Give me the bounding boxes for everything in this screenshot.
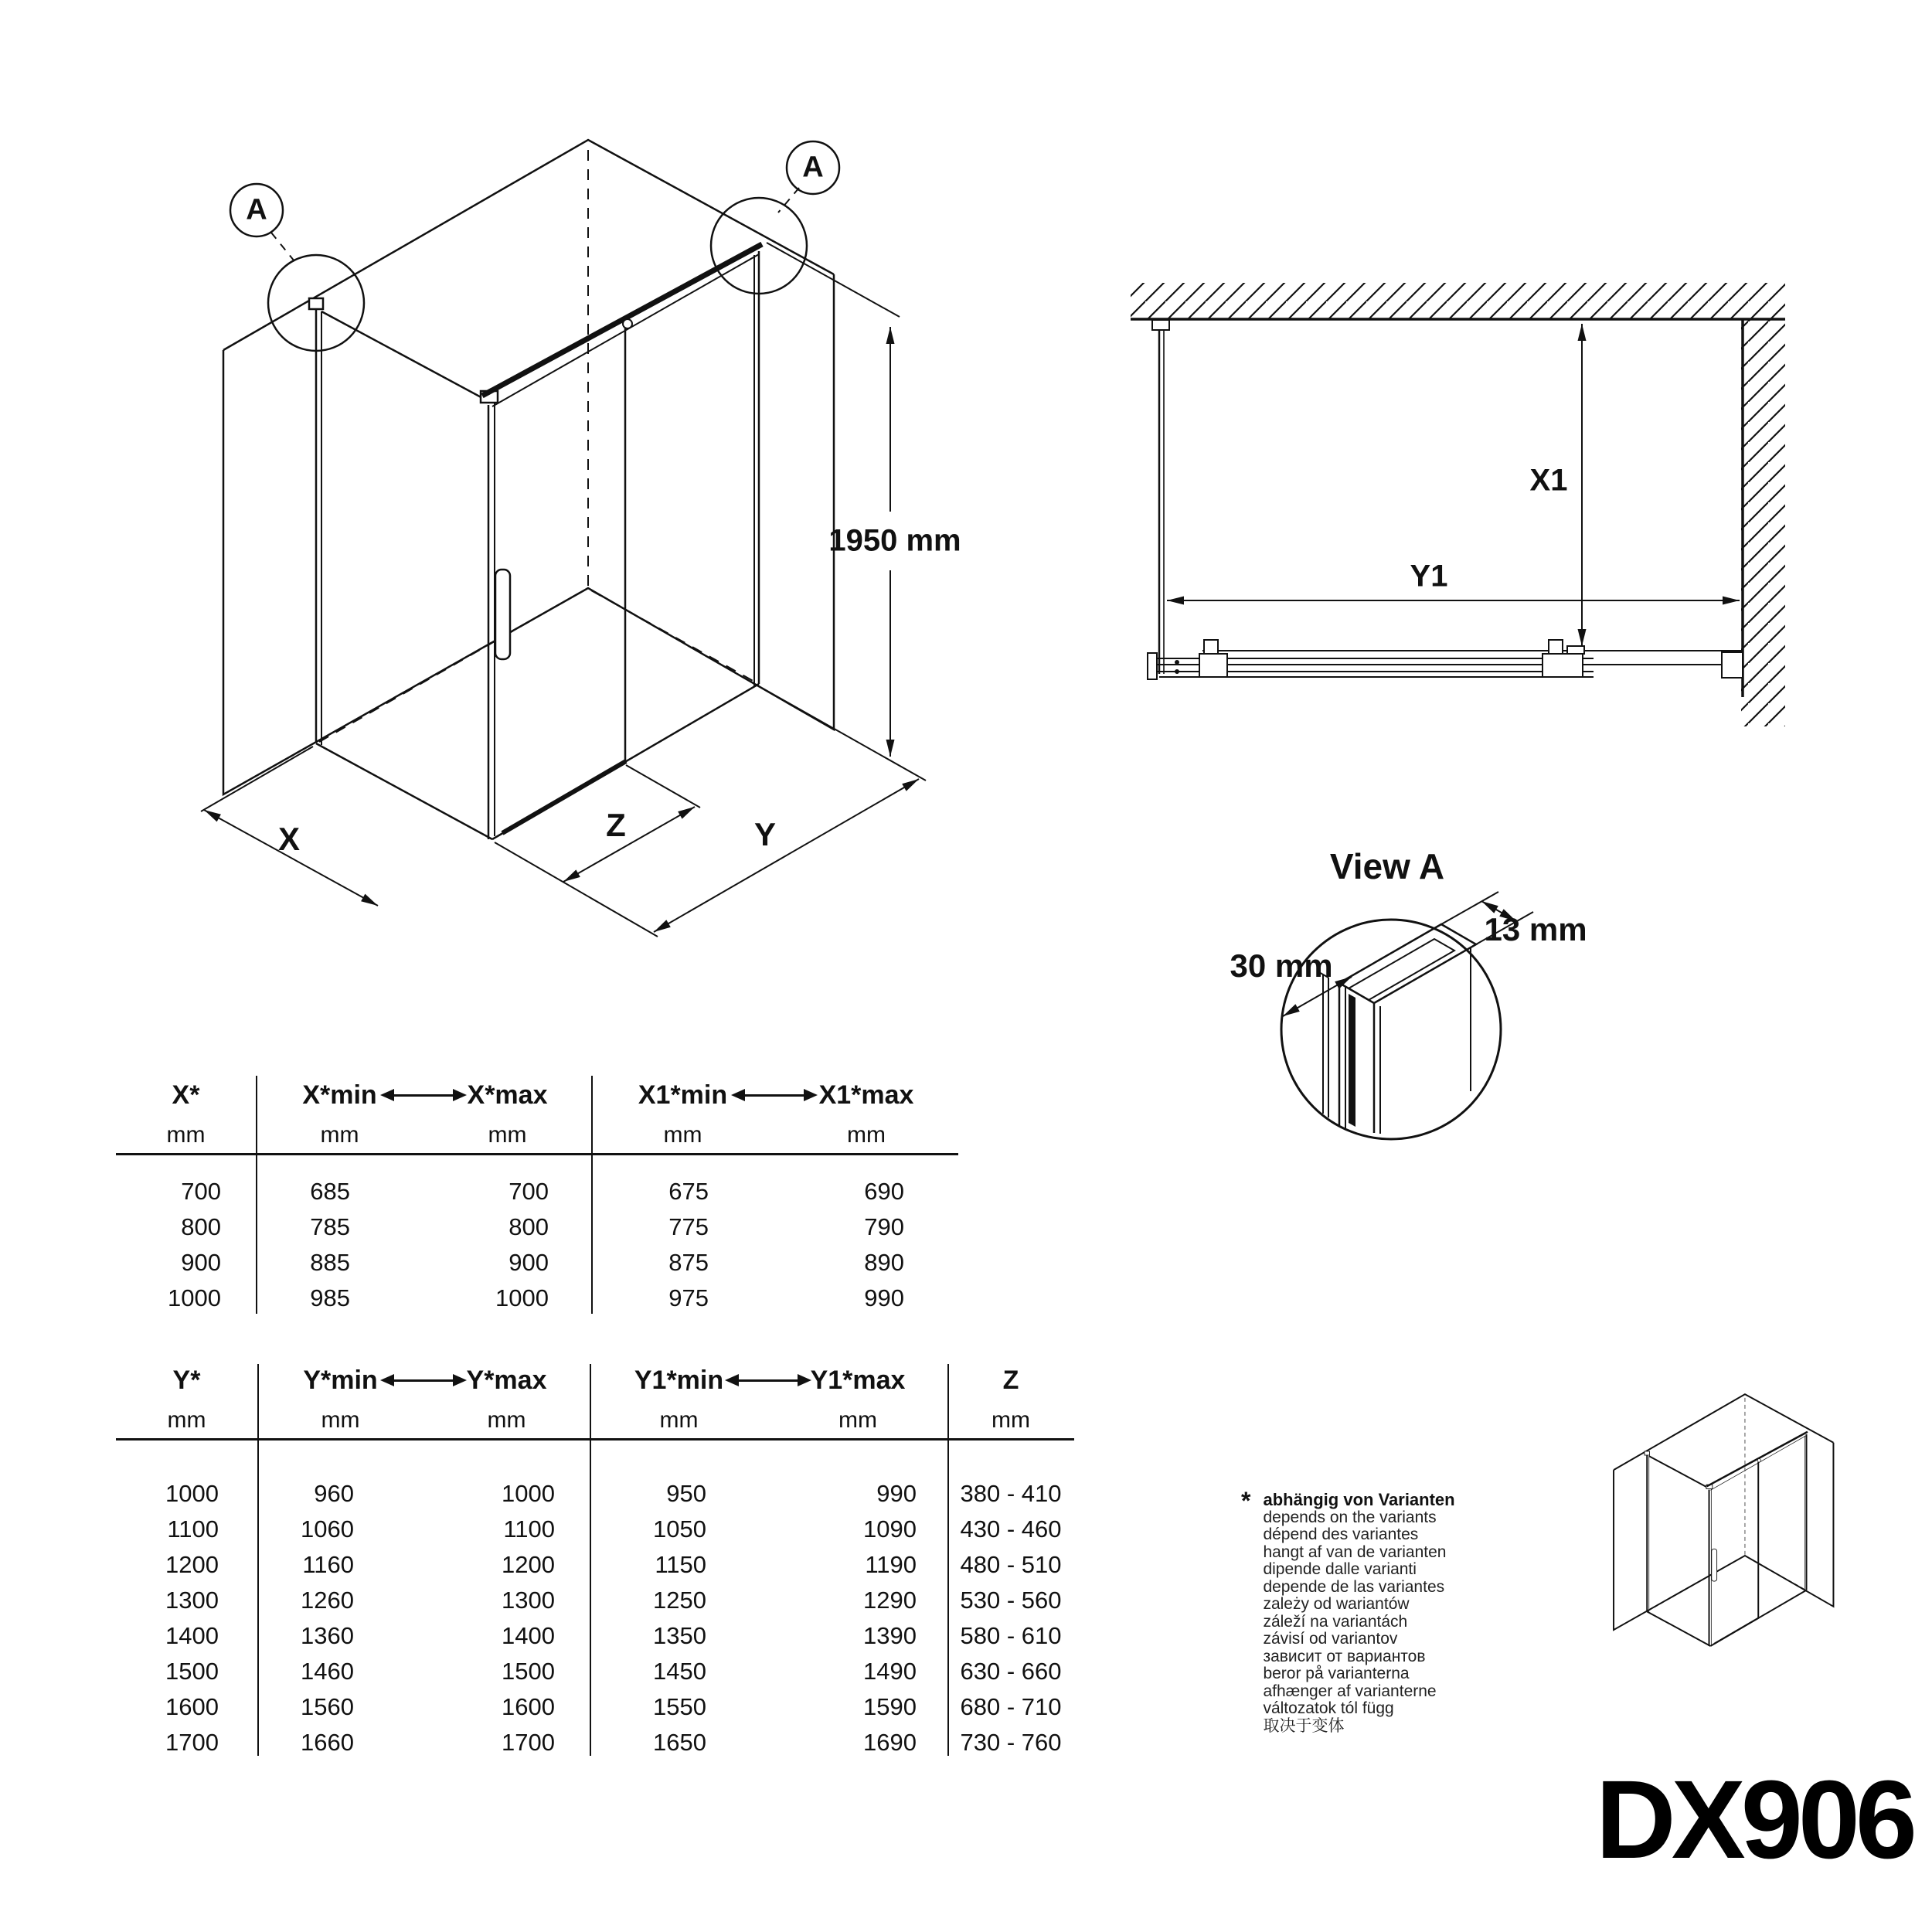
table-divider (590, 1364, 591, 1756)
table-row: 1000 960 1000 950 990 380 - 410 (165, 1480, 1062, 1507)
footnote-line: változatok tól függ (1263, 1699, 1394, 1717)
table-row: 1700 1660 1700 1650 1690 730 - 760 (165, 1729, 1062, 1756)
dim-y-label: Y (753, 816, 777, 852)
table-row: 700 685 700 675 690 (181, 1178, 904, 1205)
footnote-line: depends on the variants (1263, 1508, 1437, 1526)
table-x-body (116, 1155, 958, 1316)
table-y-header: Y* Y*min Y*max Y1*min Y1*max Z (172, 1365, 1019, 1395)
footnote-line: beror på varianterna (1263, 1665, 1410, 1682)
asterisk-marker: * (1241, 1487, 1251, 1515)
table-divider (591, 1076, 593, 1314)
small-product-isometric (1614, 1394, 1833, 1646)
footnote-line: hangt af van de varianten (1263, 1543, 1447, 1561)
table-row: 1100 1060 1100 1050 1090 430 - 460 (167, 1515, 1062, 1543)
footnote-translations (1263, 1492, 1454, 1735)
detail-marker-a-right: A (802, 151, 824, 184)
table-row: 1200 1160 1200 1150 1190 480 - 510 (165, 1551, 1062, 1578)
footnote-line: dépend des variantes (1263, 1526, 1419, 1543)
min-max-arrow-icon (725, 1374, 811, 1386)
view-a-gap-label: 13 mm (1484, 911, 1587, 947)
table-row: 1400 1360 1400 1350 1390 580 - 610 (165, 1622, 1062, 1649)
product-model-name: DX906 (1595, 1757, 1913, 1882)
plan-y1-label: Y1 (1410, 559, 1448, 594)
view-a-depth-label: 30 mm (1230, 947, 1333, 984)
variants-footnote (1241, 1487, 1455, 1735)
table-divider (947, 1364, 949, 1756)
height-dimension-label: 1950 mm (828, 523, 961, 558)
footnote-line: záleží na variantách (1263, 1612, 1408, 1631)
table-divider (256, 1076, 257, 1314)
table-y-dimensions (116, 1358, 1074, 1760)
table-x-dimensions (116, 1073, 958, 1316)
side-wall-hatch (1741, 319, 1785, 726)
table-divider (257, 1364, 259, 1756)
dim-x-label: X (277, 821, 301, 857)
detail-marker-a-left: A (246, 193, 267, 226)
table-row: 900 885 900 875 890 (181, 1249, 904, 1276)
table-row: 1300 1260 1300 1250 1290 530 - 560 (165, 1587, 1062, 1614)
footnote-line: abhängig von Varianten (1263, 1490, 1455, 1509)
dim-z-label: Z (606, 807, 626, 843)
footnote-line: depende de las variantes (1263, 1577, 1445, 1596)
isometric-annotations (201, 141, 926, 937)
footnote-line: afhænger af varianterne (1263, 1682, 1437, 1700)
plan-x1-label: X1 (1529, 463, 1568, 498)
footnote-line: зависит от вариантов (1263, 1647, 1426, 1665)
min-max-arrow-icon (380, 1374, 467, 1386)
footnote-line: 取决于变体 (1263, 1716, 1345, 1735)
table-row: 1000 985 1000 975 990 (168, 1284, 904, 1311)
footnote-line: zależy od wariantów (1263, 1595, 1410, 1613)
main-isometric-drawing (223, 140, 834, 839)
min-max-arrow-icon (380, 1089, 467, 1101)
table-y-units: mm mm mm mm mm mm (167, 1407, 1030, 1433)
back-wall-hatch (1131, 283, 1785, 319)
view-a-title: View A (1329, 846, 1445, 886)
table-y-body (116, 1440, 1074, 1760)
plan-view-drawing (1131, 283, 1785, 726)
table-row: 1600 1560 1600 1550 1590 680 - 710 (165, 1693, 1062, 1720)
table-row: 1500 1460 1500 1450 1490 630 - 660 (165, 1658, 1062, 1685)
footnote-line: dipende dalle varianti (1263, 1560, 1417, 1578)
footnote-line: závisí od variantov (1263, 1630, 1398, 1648)
table-x-units: mm mm mm mm mm (166, 1122, 886, 1148)
table-x-header: X* X*min X*max X1*min X1*max (172, 1080, 914, 1110)
table-row: 800 785 800 775 790 (181, 1213, 904, 1240)
min-max-arrow-icon (731, 1089, 818, 1101)
